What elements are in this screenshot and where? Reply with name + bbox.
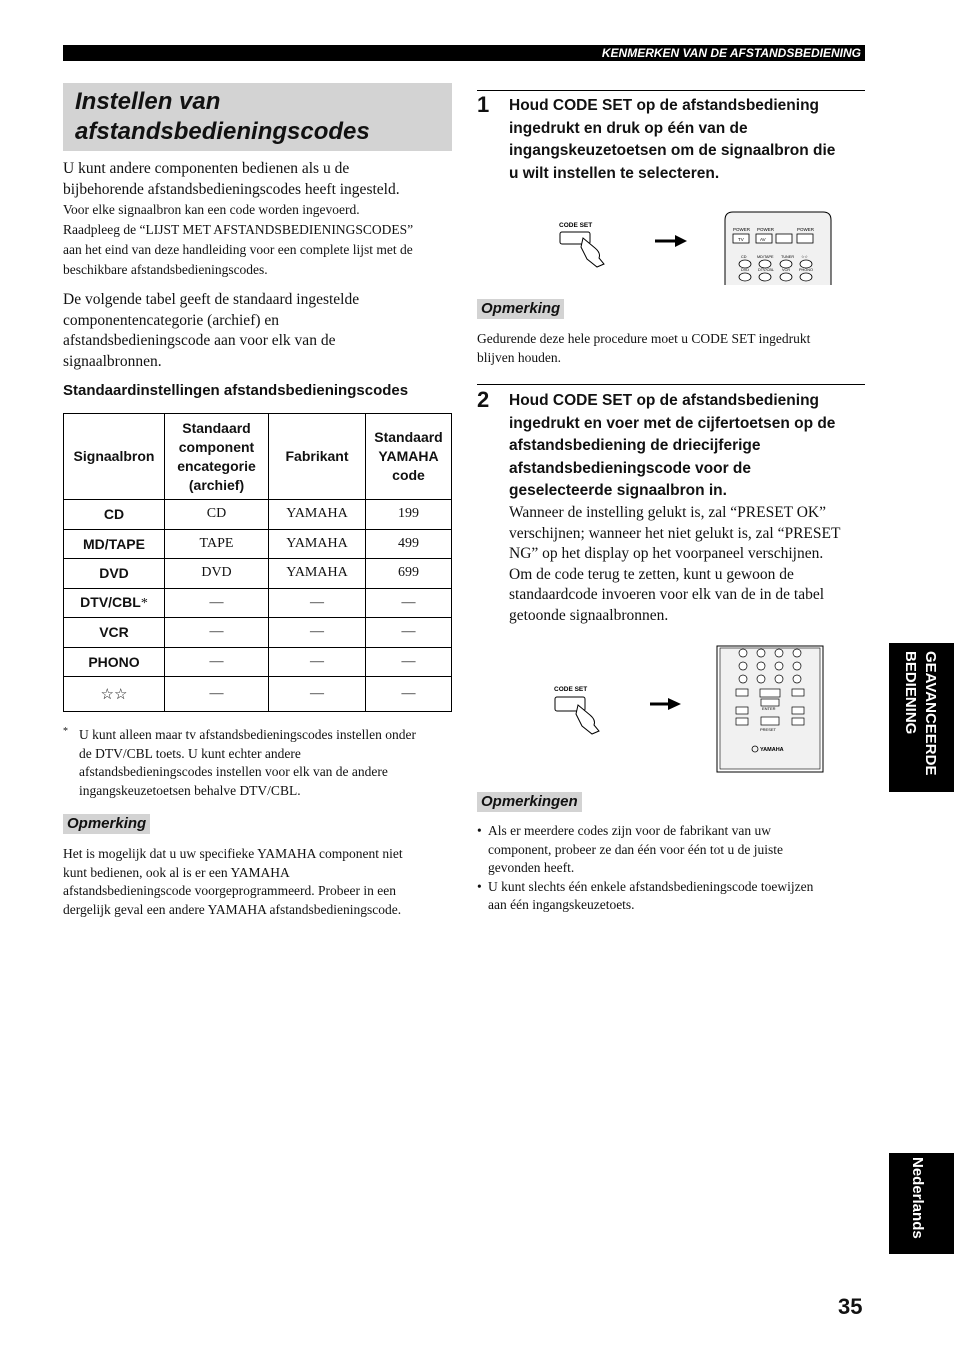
table-row: [64, 618, 452, 648]
codes-table: [63, 413, 452, 712]
cell-category: DVD: [165, 559, 269, 589]
code-set-label: CODE SET: [554, 686, 588, 693]
section-header-bar: [63, 45, 865, 61]
note-text: Gedurende deze hele procedure moet u CODE SET ingedrukt blijven houden.: [477, 331, 811, 365]
yamaha-logo-text: YAMAHA: [760, 747, 784, 753]
cell-maker: YAMAHA: [269, 529, 366, 559]
cell-maker: YAMAHA: [269, 500, 366, 530]
cell-category: —: [165, 588, 269, 618]
cell-source: CD: [64, 500, 165, 530]
notes-label: Opmerkingen: [477, 792, 582, 812]
enter-key-label: ENTER: [762, 706, 776, 711]
note-text: Het is mogelijk dat u uw specifieke YAMAHA component niet kunt bedienen, ook al is er een YAMAHA afstandsbedieningscode voorgeprogrammeerd. Probeer in een dergelijk geval een andere YAMAHA afstandsbedieningscode.: [63, 846, 403, 917]
cell-code: 499: [366, 529, 452, 559]
cell-maker: —: [269, 647, 366, 677]
table-row: [64, 588, 452, 618]
step-2-body: Wanneer de instelling gelukt is, zal “PRESET OK” verschijnen; wanneer het niet gelukt is, zal “PRESET NG” op het display op het voorpaneel verschijnen. Om de code terug te zetten, kunt u gewoon de standaardcode invoeren voor elk van de in de tabel getoonde signaalbronnen.: [509, 504, 841, 624]
preset-key-label: PRESET: [760, 727, 777, 732]
note-label: Opmerking: [477, 299, 564, 319]
cell-category: —: [165, 677, 269, 712]
cell-category: —: [165, 647, 269, 677]
step-2-heading: Houd CODE SET op de afstandsbediening ingedrukt en voer met de cijfertoetsen op de afstandsbediening de driecijferige afstandsbedieningscode voor de geselecteerde signaalbron in.: [509, 392, 836, 499]
cell-code: 199: [366, 500, 452, 530]
key-vcr-label: VCR: [782, 268, 791, 272]
cell-category: CD: [165, 500, 269, 530]
table-row: [64, 647, 452, 677]
step-1-heading: Houd CODE SET op de afstandsbediening ingedrukt en druk op één van de ingangskeuzetoetsen om de signaalbron die u wilt instellen te selecteren.: [509, 97, 836, 182]
list-item: • Als er meerdere codes zijn voor de fabrikant van uw component, probeer ze dan één voor één tot u de juiste gevonden heeft.: [477, 822, 867, 878]
key-star-label: ☆☆: [801, 255, 808, 259]
table-row: [64, 677, 452, 712]
power-label-main: POWER: [797, 227, 815, 232]
table-row: [64, 500, 452, 530]
cell-source: DVD: [64, 559, 165, 589]
pressing-finger-icon: [576, 705, 599, 734]
key-dvd-label: DVD: [741, 268, 750, 272]
intro-paragraph-2: De volgende tabel geeft de standaard ingestelde componentencategorie (archief) en afstandsbedieningscode aan voor elk van de signaalbronnen.: [63, 291, 360, 370]
tv-key-label: TV: [738, 237, 744, 242]
arrow-right-icon: [650, 698, 681, 710]
note-label: Opmerking: [63, 814, 150, 834]
code-set-label: CODE SET: [559, 222, 593, 229]
step-2-rule: [477, 384, 865, 385]
cell-maker: —: [269, 588, 366, 618]
table-row: [64, 529, 452, 559]
step-1-number: 1: [477, 92, 490, 117]
cell-code: 699: [366, 559, 452, 589]
av-key-label: AV: [760, 237, 766, 242]
cell-maker: —: [269, 618, 366, 648]
cell-category: —: [165, 618, 269, 648]
intro-paragraph-1: U kunt andere componenten bedienen als u de bijbehorende afstandsbedieningscodes heeft ingesteld.: [63, 160, 400, 198]
key-cd-label: CD: [741, 255, 747, 259]
col-header-maker: Fabrikant: [269, 414, 366, 500]
page-number: 35: [838, 1294, 863, 1319]
table-header-row: [64, 414, 452, 500]
power-label-av: POWER: [757, 227, 775, 232]
power-label-tv: POWER: [733, 227, 751, 232]
footnote-text: U kunt alleen maar tv afstandsbedieningscodes instellen onder de DTV/CBL toets. U kunt echter andere afstandsbedieningscodes instellen voor elk van de andere ingangskeuzetoetsen behalve DTV/CBL.: [79, 727, 417, 798]
key-phono-label: PHONO: [799, 268, 813, 272]
page-title-box: [63, 83, 452, 151]
intro-paragraph-1-small: Voor elke signaalbron kan een code worden ingevoerd. Raadpleeg de “LIJST MET AFSTANDSBEDIENINGSCODES” aan het eind van deze handleiding voor een complete lijst met de beschikbare afstandsbedieningscodes.: [63, 202, 414, 277]
cell-source: ☆☆: [64, 677, 165, 712]
arrow-right-icon: [655, 235, 687, 247]
remote-control-top: [725, 212, 831, 285]
cell-source: DTV/CBL*: [64, 588, 165, 618]
cell-maker: YAMAHA: [269, 559, 366, 589]
notes-list: [477, 822, 867, 915]
key-dtvcbl-label: DTV/CBL: [758, 268, 775, 272]
cell-code: —: [366, 618, 452, 648]
cell-source: VCR: [64, 618, 165, 648]
list-item: • U kunt slechts één enkele afstandsbedieningscode toewijzen aan één ingangskeuzetoets.: [477, 878, 867, 915]
cell-source: PHONO: [64, 647, 165, 677]
footnote-mark: *: [140, 595, 148, 611]
pressing-finger-icon: [581, 238, 604, 267]
side-tab-advanced: GEAVANCEERDE BEDIENING: [889, 643, 954, 792]
col-header-code: Standaard YAMAHA code: [366, 414, 452, 500]
cell-code: —: [366, 647, 452, 677]
key-mdtape-label: MD/TAPE: [757, 255, 774, 259]
step-1-illustration: [555, 210, 835, 285]
col-header-source: Signaalbron: [64, 414, 165, 500]
cell-source: MD/TAPE: [64, 529, 165, 559]
step-1-rule: [477, 90, 865, 91]
cell-code: —: [366, 588, 452, 618]
remote-control-bottom: [717, 646, 823, 772]
page-title: Instellen van afstandsbedieningscodes: [75, 88, 370, 145]
cell-maker: —: [269, 677, 366, 712]
footnote-mark: *: [63, 726, 68, 737]
col-header-category: Standaard component encategorie (archief): [165, 414, 269, 500]
step-2-illustration: [550, 645, 830, 775]
cell-code: —: [366, 677, 452, 712]
step-2-number: 2: [477, 387, 490, 412]
table-row: [64, 559, 452, 589]
section-title: KENMERKEN VAN DE AFSTANDSBEDIENING: [601, 46, 861, 60]
side-tab-language: Nederlands: [889, 1153, 954, 1254]
table-heading: Standaardinstellingen afstandsbedieningscodes: [63, 382, 409, 399]
cell-category: TAPE: [165, 529, 269, 559]
key-tuner-label: TUNER: [781, 255, 795, 259]
